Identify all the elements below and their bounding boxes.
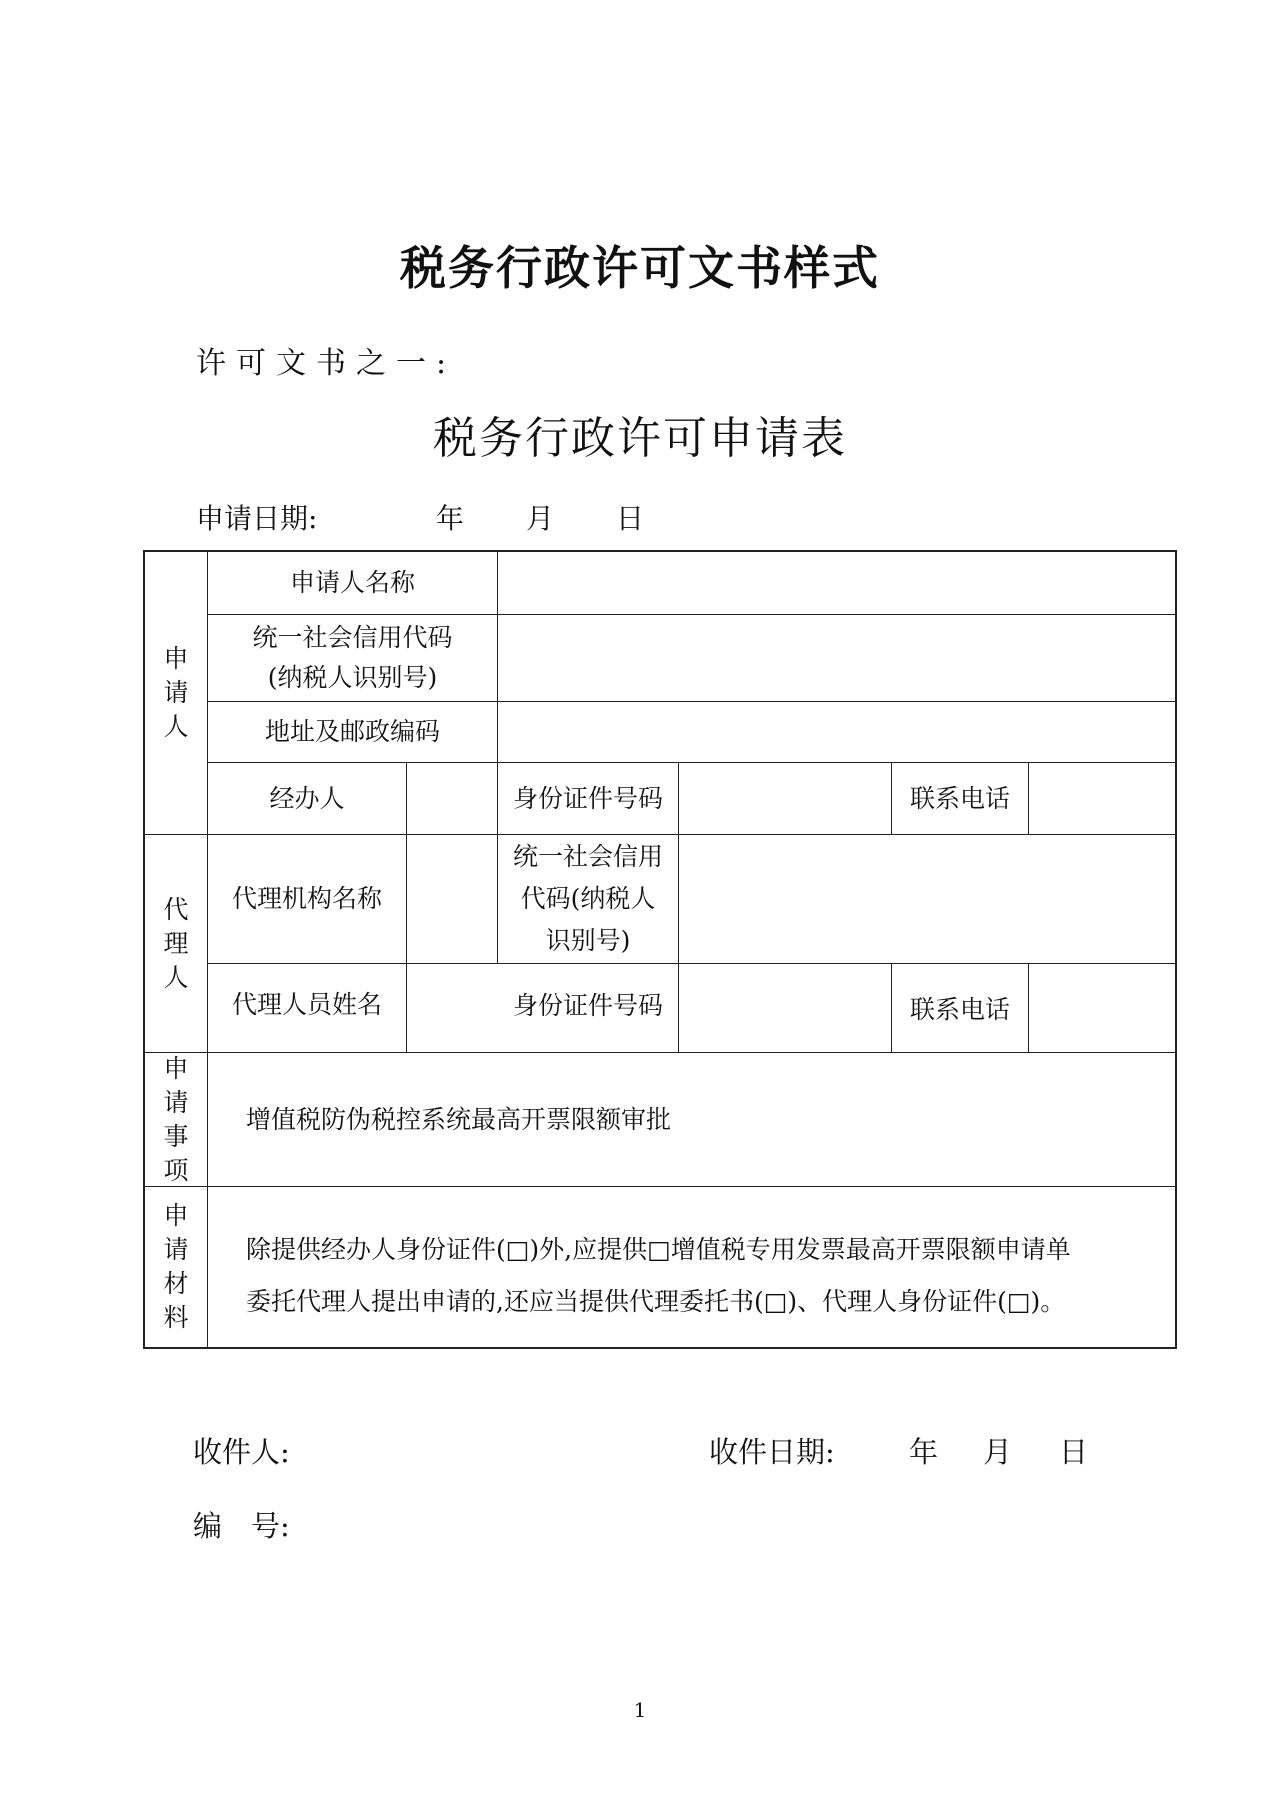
credit-code-field[interactable] [498, 615, 1175, 701]
agent-staff-name-field[interactable] [407, 964, 497, 1052]
applicant-name-field[interactable] [498, 552, 1175, 614]
receive-date-month: 月 [983, 1435, 1013, 1469]
agent-credit-code-field[interactable] [679, 835, 1175, 963]
agent-phone-label: 联系电话 [909, 995, 1010, 1024]
handler-label: 经办人 [269, 783, 345, 813]
apply-date-day: 日 [616, 502, 645, 535]
credit-code-label [208, 615, 497, 701]
group-char: 申 [163, 1053, 189, 1083]
form-title: 税务行政许可申请表 [433, 413, 847, 464]
table-border-bottom [143, 1347, 1177, 1349]
credit-code-label-line: (纳税人识别号) [267, 663, 438, 692]
group-char: 请 [163, 678, 189, 707]
address-field[interactable] [498, 702, 1175, 762]
apply-date-year: 年 [436, 502, 465, 535]
handler-phone-field[interactable] [1029, 763, 1175, 834]
group-char: 料 [163, 1303, 189, 1332]
receive-date-label: 收件日期: [709, 1435, 835, 1469]
materials-group-label [145, 1187, 207, 1347]
group-char: 申 [163, 644, 189, 673]
group-char: 申 [163, 1201, 189, 1230]
agent-credit-code-line: 识别号) [545, 926, 631, 955]
receiver-label: 收件人: [193, 1435, 290, 1469]
handler-id-label: 身份证件号码 [512, 783, 663, 813]
apply-date-month: 月 [526, 502, 555, 535]
agent-group-label [145, 835, 207, 1052]
agent-phone-field[interactable] [1029, 964, 1175, 1052]
group-char: 请 [163, 1235, 189, 1264]
handler-phone-label: 联系电话 [909, 783, 1010, 813]
page-number: 1 [633, 1698, 647, 1722]
document-heading: 税务行政许可文书样式 [400, 241, 880, 295]
document-label: 许可文书之一: [196, 346, 457, 381]
matter-group-label [145, 1053, 207, 1186]
group-char: 人 [163, 712, 189, 741]
applicant-group-label [145, 552, 207, 834]
handler-id-field[interactable] [679, 763, 891, 834]
group-char: 人 [163, 962, 189, 992]
apply-date-label: 申请日期: [196, 502, 318, 535]
table-border-right [1175, 550, 1177, 1348]
agent-credit-code-line: 统一社会信用 [512, 842, 663, 871]
agent-id-label: 身份证件号码 [512, 991, 663, 1020]
agent-org-name-label: 代理机构名称 [231, 884, 382, 913]
group-char: 材 [163, 1269, 189, 1298]
agent-credit-code-label [498, 835, 678, 963]
receive-date-year: 年 [909, 1435, 939, 1469]
materials-line-1: 除提供经办人身份证件(□)外,应提供□增值税专用发票最高开票限额申请单 [246, 1235, 1071, 1264]
agent-staff-name-label: 代理人员姓名 [231, 990, 382, 1019]
number-label: 编 号: [193, 1509, 290, 1543]
group-char: 代 [163, 894, 189, 924]
agent-credit-code-line: 代码(纳税人 [520, 884, 656, 913]
agent-org-name-field[interactable] [407, 835, 497, 963]
row-line [143, 1186, 1177, 1187]
handler-field[interactable] [407, 763, 497, 834]
group-char: 请 [163, 1087, 189, 1117]
address-label: 地址及邮政编码 [264, 717, 440, 746]
group-char: 项 [163, 1155, 189, 1185]
materials-line-2: 委托代理人提出申请的,还应当提供代理委托书(□)、代理人身份证件(□)。 [246, 1287, 1066, 1316]
matter-content: 增值税防伪税控系统最高开票限额审批 [246, 1105, 672, 1134]
applicant-name-label: 申请人名称 [289, 568, 415, 597]
credit-code-label-line: 统一社会信用代码 [252, 623, 453, 652]
group-char: 理 [163, 928, 189, 958]
agent-id-field[interactable] [679, 964, 891, 1052]
receive-date-day: 日 [1059, 1435, 1089, 1469]
receipt-row [193, 1430, 1093, 1470]
group-char: 事 [163, 1121, 189, 1151]
